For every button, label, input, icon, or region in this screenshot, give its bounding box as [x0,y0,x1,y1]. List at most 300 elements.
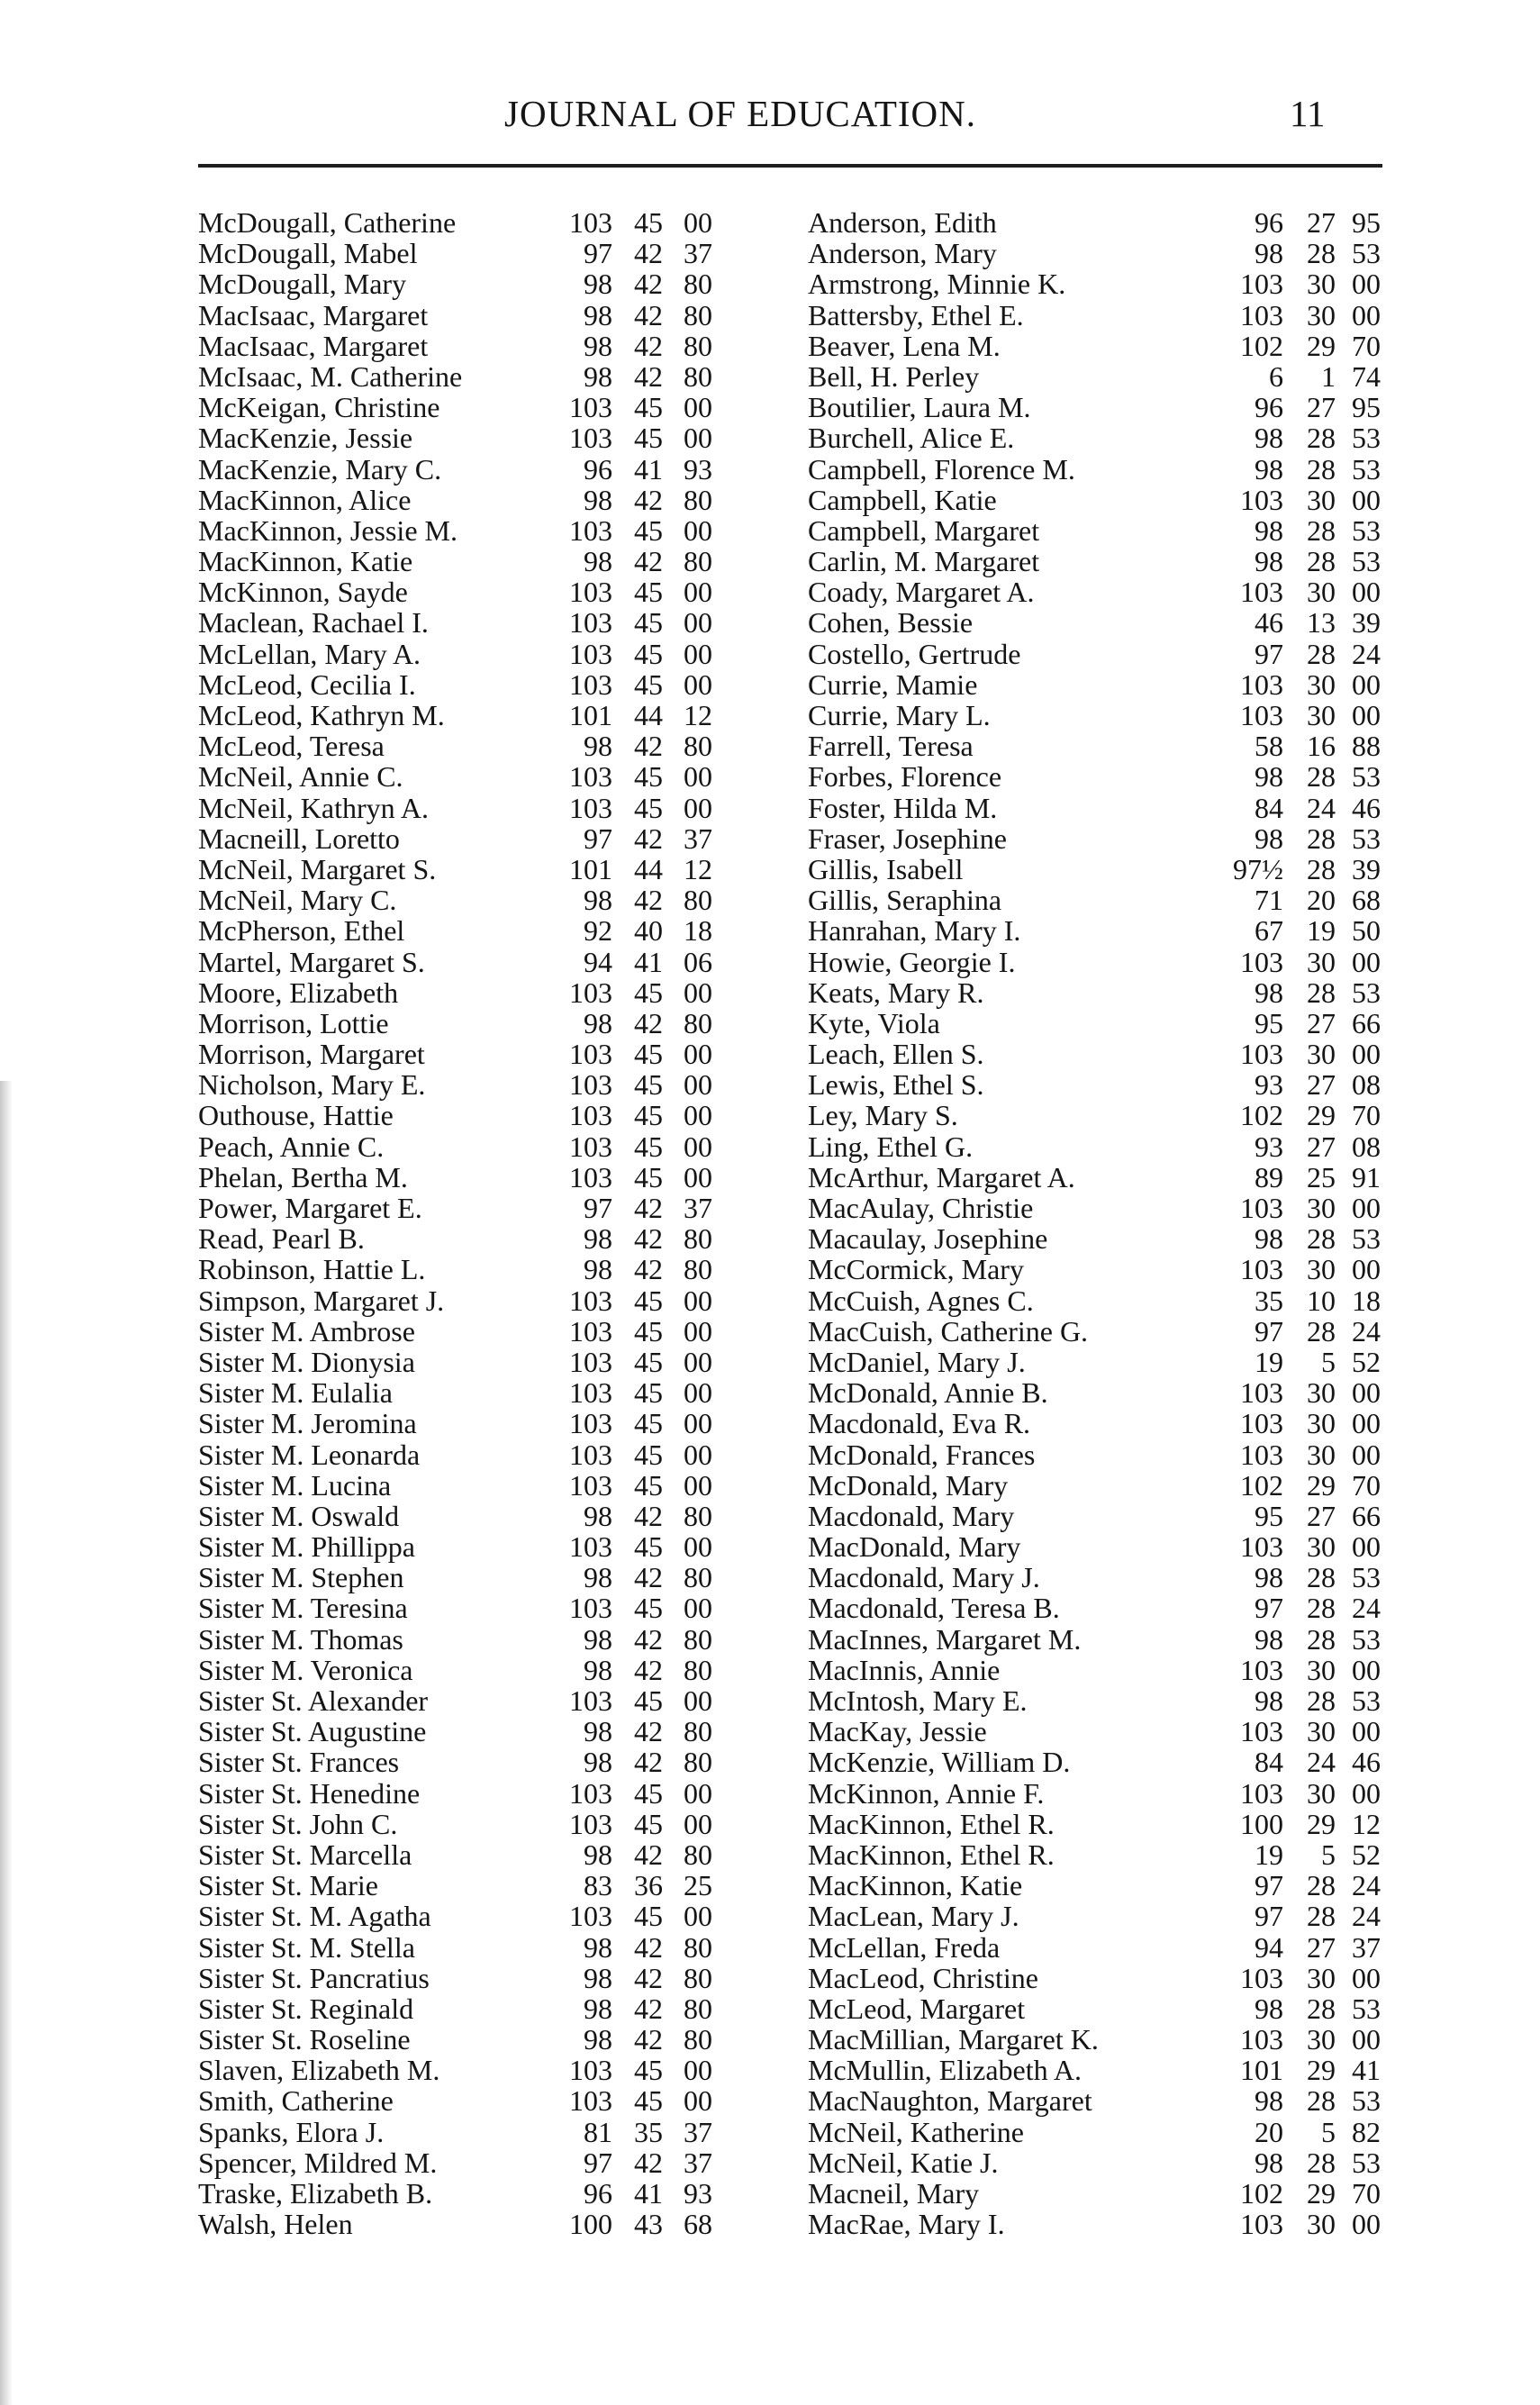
journal-title: JOURNAL OF EDUCATION. [504,93,977,134]
grant-dollars: 30 [1307,576,1336,609]
days-taught: 98 [584,1006,612,1039]
teacher-name: MacLean, Mary J. [808,1900,1019,1933]
grant-cents: 53 [1352,545,1381,578]
grant-dollars: 24 [1307,791,1336,824]
grant-dollars: 45 [634,1592,663,1625]
teacher-name: Spencer, Mildred M. [198,2146,438,2179]
table-row [808,607,1393,638]
table-row [808,422,1393,453]
teacher-name: Sister M. Jeromina [198,1407,417,1440]
grant-cents: 12 [684,699,712,731]
days-taught: 97 [1255,1592,1283,1625]
days-taught: 100 [1240,1807,1283,1840]
grant-dollars: 42 [634,1561,663,1594]
grant-dollars: 30 [1307,945,1336,978]
grant-dollars: 45 [634,513,663,547]
grant-cents: 00 [684,2084,712,2118]
grant-dollars: 40 [634,914,663,948]
grant-dollars: 5 [1321,2115,1336,2148]
table-row [198,1439,784,1470]
days-taught: 103 [569,1284,612,1317]
grant-cents: 80 [684,1499,712,1532]
days-taught: 84 [1255,791,1283,824]
grant-dollars: 28 [1307,1992,1336,2025]
teacher-name: MacKay, Jessie [808,1715,987,1748]
grant-dollars: 45 [634,1038,663,1071]
teacher-name: Macaulay, Josephine [808,1222,1048,1256]
grant-dollars: 42 [634,268,663,301]
grant-cents: 53 [1352,1684,1381,1717]
table-row [198,1963,784,1993]
table-row [198,2024,784,2055]
days-taught: 71 [1255,884,1283,917]
teacher-name: McLellan, Mary A. [198,637,421,670]
grant-dollars: 28 [1307,1900,1336,1933]
days-taught: 103 [1240,1776,1283,1810]
grant-dollars: 28 [1307,637,1336,670]
teacher-name: McLellan, Freda [808,1930,1001,1964]
grant-dollars: 45 [634,422,663,455]
page-number: 11 [1290,93,1326,134]
grant-dollars: 30 [1307,483,1336,516]
days-taught: 98 [584,1561,612,1594]
grant-dollars: 42 [634,329,663,362]
days-taught: 98 [584,359,612,393]
grant-cents: 00 [684,1068,712,1102]
days-taught: 81 [584,2115,612,2148]
table-row [808,2117,1393,2147]
table-row [198,2055,784,2085]
table-row [198,1839,784,1870]
teacher-name: Martel, Margaret S. [198,945,425,978]
table-row [198,1593,784,1623]
days-taught: 103 [1240,268,1283,301]
grant-dollars: 29 [1307,2177,1336,2210]
grant-dollars: 29 [1307,1468,1336,1502]
days-taught: 97 [584,2146,612,2179]
teacher-name: McCormick, Mary [808,1253,1024,1286]
grant-cents: 93 [684,2177,712,2210]
grant-dollars: 13 [1307,606,1336,640]
teacher-name: MacKinnon, Ethel R. [808,1807,1055,1840]
grant-dollars: 28 [1307,1592,1336,1625]
grant-cents: 25 [684,1869,712,1902]
days-taught: 35 [1255,1284,1283,1317]
days-taught: 96 [1255,206,1283,239]
days-taught: 103 [1240,699,1283,731]
days-taught: 103 [1240,298,1283,331]
days-taught: 98 [584,730,612,763]
grant-cents: 00 [1352,699,1381,731]
table-row [808,1624,1393,1655]
days-taught: 103 [1240,945,1283,978]
grant-dollars: 30 [1307,1407,1336,1440]
grant-cents: 00 [684,391,712,424]
days-taught: 103 [569,606,612,640]
teacher-name: Sister St. Pancratius [198,1961,430,1994]
teacher-name: Robinson, Hattie L. [198,1253,426,1286]
grant-dollars: 42 [634,1222,663,1256]
grant-cents: 93 [684,452,712,486]
days-taught: 103 [569,513,612,547]
grant-cents: 80 [684,884,712,917]
grant-cents: 24 [1352,1869,1381,1902]
days-taught: 98 [584,298,612,331]
table-row [198,1562,784,1593]
table-row [198,823,784,854]
days-taught: 103 [569,1038,612,1071]
table-row [808,1439,1393,1470]
days-taught: 98 [1255,1992,1283,2025]
table-row [198,2117,784,2147]
grant-cents: 00 [1352,576,1381,609]
table-row [198,2085,784,2116]
grant-dollars: 44 [634,852,663,885]
days-taught: 89 [1255,1160,1283,1193]
days-taught: 19 [1255,1838,1283,1871]
grant-cents: 80 [684,268,712,301]
teacher-name: MacNaughton, Margaret [808,2084,1092,2118]
teacher-name: Currie, Mamie [808,667,978,701]
grant-dollars: 42 [634,1622,663,1656]
teacher-name: Howie, Georgie I. [808,945,1016,978]
teacher-name: McKinnon, Annie F. [808,1776,1045,1810]
days-taught: 98 [1255,513,1283,547]
teacher-name: McKinnon, Sayde [198,576,408,609]
grant-dollars: 28 [1307,422,1336,455]
grant-cents: 08 [1352,1130,1381,1163]
table-row [808,331,1393,361]
grant-dollars: 28 [1307,545,1336,578]
days-taught: 103 [1240,1407,1283,1440]
days-taught: 84 [1255,1746,1283,1779]
days-taught: 103 [569,1130,612,1163]
table-row [808,793,1393,823]
grant-cents: 18 [684,914,712,948]
table-row [198,1531,784,1562]
days-taught: 100 [569,2208,612,2241]
grant-cents: 80 [684,1838,712,1871]
table-row [808,885,1393,915]
teacher-name: Sister St. Alexander [198,1684,429,1717]
grant-dollars: 42 [634,1992,663,2025]
days-taught: 98 [584,1222,612,1256]
grant-cents: 80 [684,298,712,331]
teacher-name: Sister M. Phillippa [198,1530,415,1564]
teacher-name: McDonald, Mary [808,1468,1009,1502]
table-row [198,454,784,485]
teacher-name: Read, Pearl B. [198,1222,365,1256]
days-taught: 103 [569,1900,612,1933]
teacher-name: McKenzie, William D. [808,1746,1071,1779]
grant-cents: 00 [684,1099,712,1132]
table-row [198,947,784,977]
grant-dollars: 30 [1307,2023,1336,2056]
grant-dollars: 42 [634,1006,663,1039]
days-taught: 94 [584,945,612,978]
days-taught: 103 [1240,576,1283,609]
grant-cents: 53 [1352,976,1381,1009]
days-taught: 103 [1240,667,1283,701]
table-row [198,885,784,915]
grant-cents: 00 [684,1407,712,1440]
grant-cents: 70 [1352,329,1381,362]
days-taught: 102 [1240,329,1283,362]
days-taught: 98 [1255,452,1283,486]
grant-dollars: 45 [634,606,663,640]
grant-cents: 24 [1352,1900,1381,1933]
grant-dollars: 30 [1307,1715,1336,1748]
teacher-name: Anderson, Edith [808,206,997,239]
days-taught: 103 [1240,1961,1283,1994]
grant-dollars: 28 [1307,2084,1336,2118]
grant-cents: 53 [1352,1222,1381,1256]
grant-cents: 00 [1352,1038,1381,1071]
table-row [198,2209,784,2239]
header-rule [198,164,1382,168]
grant-cents: 88 [1352,730,1381,763]
days-taught: 97 [584,1192,612,1224]
teacher-name: Sister M. Thomas [198,1622,403,1656]
table-row [198,731,784,761]
teacher-name: MacIsaac, Margaret [198,329,429,362]
grant-dollars: 42 [634,1930,663,1964]
grant-cents: 00 [684,1438,712,1471]
teacher-name: Sister M. Oswald [198,1499,400,1532]
teacher-name: Sister St. Reginald [198,1992,414,2025]
grant-cents: 80 [684,359,712,393]
grant-dollars: 30 [1307,1376,1336,1410]
grant-cents: 46 [1352,1746,1381,1779]
teacher-name: Campbell, Florence M. [808,452,1075,486]
grant-dollars: 36 [634,1869,663,1902]
grant-dollars: 28 [1307,1561,1336,1594]
teacher-name: MacKinnon, Jessie M. [198,513,457,547]
teacher-name: Carlin, M. Margaret [808,545,1040,578]
teacher-name: McIntosh, Mary E. [808,1684,1028,1717]
grant-cents: 68 [1352,884,1381,917]
days-taught: 98 [584,1992,612,2025]
days-taught: 96 [584,2177,612,2210]
teacher-name: McCuish, Agnes C. [808,1284,1034,1317]
grant-dollars: 28 [1307,821,1336,855]
grant-dollars: 45 [634,1438,663,1471]
table-row [198,1655,784,1685]
grant-dollars: 29 [1307,1099,1336,1132]
right-column [808,207,1393,2239]
teacher-name: Power, Margaret E. [198,1192,422,1224]
table-row [198,977,784,1008]
grant-dollars: 30 [1307,1192,1336,1224]
grant-cents: 80 [684,1992,712,2025]
table-row [198,546,784,576]
table-row [198,1377,784,1408]
table-row [198,268,784,299]
days-taught: 98 [584,1653,612,1686]
grant-cents: 37 [684,821,712,855]
table-row [808,576,1393,607]
grant-cents: 95 [1352,391,1381,424]
teacher-name: MacKinnon, Katie [198,545,413,578]
table-row [198,207,784,238]
days-taught: 103 [1240,1253,1283,1286]
grant-dollars: 45 [634,760,663,794]
grant-dollars: 45 [634,1776,663,1810]
grant-cents: 80 [684,545,712,578]
teacher-name: Macneil, Mary [808,2177,980,2210]
grant-cents: 41 [1352,2054,1381,2087]
grant-cents: 24 [1352,1314,1381,1348]
grant-cents: 53 [1352,422,1381,455]
teacher-name: MacCuish, Catherine G. [808,1314,1089,1348]
teacher-name: Traske, Elizabeth B. [198,2177,433,2210]
grant-cents: 00 [684,1807,712,1840]
grant-dollars: 28 [1307,852,1336,885]
grant-cents: 80 [684,1715,712,1748]
days-taught: 19 [1255,1345,1283,1378]
table-row [198,515,784,546]
days-taught: 98 [1255,1561,1283,1594]
grant-cents: 00 [1352,1961,1381,1994]
table-row [808,2085,1393,2116]
days-taught: 103 [569,1345,612,1378]
days-taught: 103 [569,1160,612,1193]
table-row [198,422,784,453]
table-row [808,485,1393,515]
days-taught: 103 [1240,1530,1283,1564]
table-row [198,392,784,422]
days-taught: 103 [569,1807,612,1840]
grant-cents: 00 [1352,268,1381,301]
grant-dollars: 45 [634,1314,663,1348]
days-taught: 103 [569,1592,612,1625]
days-taught: 46 [1255,606,1283,640]
table-row [808,1377,1393,1408]
table-row [198,1747,784,1777]
teacher-name: MacKinnon, Alice [198,483,412,516]
table-row [198,607,784,638]
table-row [198,1254,784,1284]
grant-cents: 00 [1352,483,1381,516]
grant-cents: 80 [684,730,712,763]
grant-dollars: 27 [1307,206,1336,239]
grant-cents: 53 [1352,821,1381,855]
grant-dollars: 29 [1307,2054,1336,2087]
teacher-name: Costello, Gertrude [808,637,1021,670]
teacher-name: McLeod, Teresa [198,730,385,763]
grant-cents: 74 [1352,359,1381,393]
days-taught: 103 [569,1099,612,1132]
table-row [808,700,1393,731]
grant-dollars: 42 [634,1192,663,1224]
grant-dollars: 30 [1307,1653,1336,1686]
days-taught: 98 [584,1961,612,1994]
grant-cents: 00 [684,1038,712,1071]
table-row [198,1069,784,1100]
days-taught: 98 [1255,976,1283,1009]
grant-dollars: 29 [1307,329,1336,362]
teacher-name: MacMillian, Margaret K. [808,2023,1099,2056]
teacher-name: McNeil, Kathryn A. [198,791,429,824]
table-row [808,1531,1393,1562]
table-row [198,1870,784,1901]
grant-cents: 00 [684,667,712,701]
grant-dollars: 30 [1307,2208,1336,2241]
grant-dollars: 45 [634,2084,663,2118]
grant-cents: 80 [684,1253,712,1286]
days-taught: 102 [1240,1468,1283,1502]
grant-cents: 00 [1352,1530,1381,1564]
table-row [808,300,1393,331]
grant-cents: 80 [684,1006,712,1039]
table-row [808,2055,1393,2085]
teacher-name: Macdonald, Mary [808,1499,1015,1532]
grant-dollars: 35 [634,2115,663,2148]
table-row [808,1408,1393,1438]
grant-cents: 80 [684,1746,712,1779]
table-row [808,1254,1393,1284]
days-taught: 97 [1255,1869,1283,1902]
grant-cents: 00 [684,1592,712,1625]
days-taught: 98 [584,1715,612,1748]
grant-cents: 00 [684,1530,712,1564]
days-taught: 96 [584,452,612,486]
grant-dollars: 28 [1307,1684,1336,1717]
days-taught: 6 [1269,359,1283,393]
grant-dollars: 45 [634,2054,663,2087]
table-row [808,1778,1393,1809]
days-taught: 103 [569,422,612,455]
grant-cents: 00 [1352,1407,1381,1440]
table-row [808,1008,1393,1039]
teacher-name: Battersby, Ethel E. [808,298,1024,331]
table-row [808,731,1393,761]
teacher-name: Simpson, Margaret J. [198,1284,445,1317]
teacher-name: Armstrong, Minnie K. [808,268,1066,301]
table-row [198,793,784,823]
grant-cents: 39 [1352,606,1381,640]
teacher-name: Fraser, Josephine [808,821,1007,855]
grant-dollars: 45 [634,1099,663,1132]
grant-cents: 00 [1352,667,1381,701]
teacher-name: Forbes, Florence [808,760,1002,794]
table-row [808,1839,1393,1870]
teacher-name: Hanrahan, Mary I. [808,914,1021,948]
grant-dollars: 30 [1307,1776,1336,1810]
grant-dollars: 45 [634,1807,663,1840]
table-row [198,669,784,700]
table-row [808,1501,1393,1531]
grant-cents: 53 [1352,1622,1381,1656]
grant-dollars: 30 [1307,667,1336,701]
table-row [198,1932,784,1963]
grant-cents: 70 [1352,1099,1381,1132]
table-row [198,1193,784,1223]
grant-dollars: 42 [634,1253,663,1286]
grant-dollars: 42 [634,545,663,578]
teacher-name: Sister M. Veronica [198,1653,413,1686]
table-row [808,1993,1393,2024]
teacher-name: Lewis, Ethel S. [808,1068,984,1102]
table-row [198,1223,784,1254]
teacher-name: Macdonald, Mary J. [808,1561,1040,1594]
grant-dollars: 24 [1307,1746,1336,1779]
days-taught: 98 [1255,760,1283,794]
table-row [808,1039,1393,1069]
grant-cents: 53 [1352,237,1381,270]
grant-cents: 00 [684,637,712,670]
table-row [198,485,784,515]
